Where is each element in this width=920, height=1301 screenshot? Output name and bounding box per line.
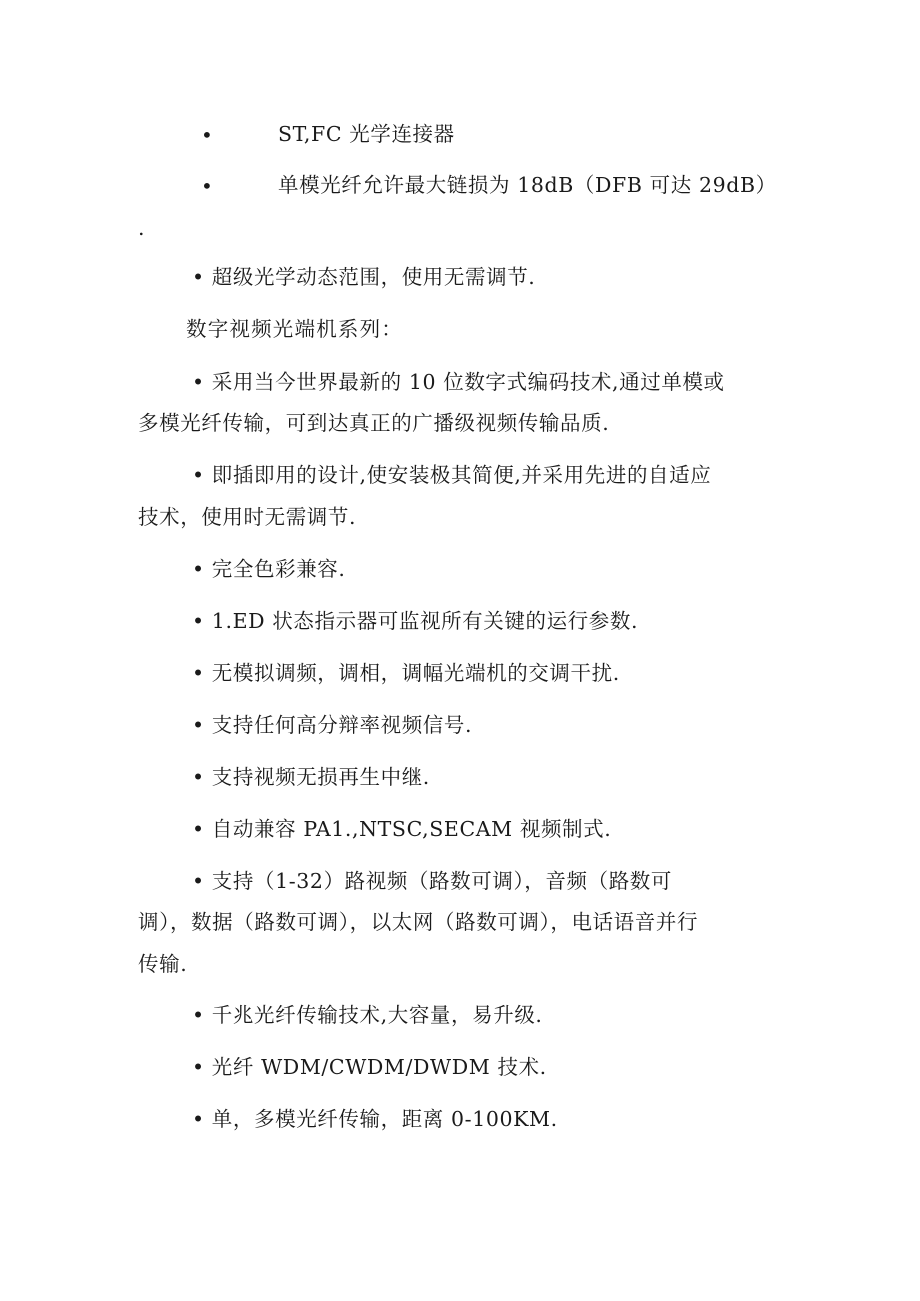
feature-item: • 支持任何高分辩率视频信号. bbox=[192, 713, 473, 737]
intro-item-dynamic-range: • 超级光学动态范围，使用无需调节. bbox=[192, 265, 536, 289]
bullet-dot: • bbox=[201, 174, 213, 198]
feature-item-continuation: 传输. bbox=[138, 952, 188, 976]
feature-item: • 单，多模光纤传输，距离 0-100KM. bbox=[192, 1107, 558, 1131]
feature-item: • 支持（1-32）路视频（路数可调），音频（路数可 bbox=[192, 869, 673, 893]
section-title: 数字视频光端机系列： bbox=[186, 317, 403, 341]
feature-item: • 自动兼容 PA1.,NTSC,SECAM 视频制式. bbox=[192, 817, 612, 841]
bullet-dot: • bbox=[201, 123, 213, 147]
feature-item: • 完全色彩兼容. bbox=[192, 557, 346, 581]
intro-item-connectors: ST,FC 光学连接器 bbox=[278, 122, 455, 146]
feature-item-continuation: 多模光纤传输，可到达真正的广播级视频传输品质. bbox=[138, 411, 610, 435]
feature-item: • 采用当今世界最新的 10 位数字式编码技术,通过单模或 bbox=[192, 370, 725, 394]
intro-item-link-loss: 单模光纤允许最大链损为 18dB（DFB 可达 29dB） bbox=[278, 173, 777, 197]
feature-item: • 千兆光纤传输技术,大容量，易升级. bbox=[192, 1003, 543, 1027]
feature-item: • 1.ED 状态指示器可监视所有关键的运行参数. bbox=[192, 609, 639, 633]
feature-item: • 支持视频无损再生中继. bbox=[192, 765, 430, 789]
feature-item-continuation: 调），数据（路数可调），以太网（路数可调），电话语音并行 bbox=[138, 910, 699, 934]
feature-item: • 无模拟调频，调相，调幅光端机的交调干扰. bbox=[192, 661, 620, 685]
feature-item-continuation: 技术，使用时无需调节. bbox=[138, 505, 357, 529]
feature-item: • 即插即用的设计,使安装极其简便,并采用先进的自适应 bbox=[192, 463, 712, 487]
intro-item-link-loss-continuation: . bbox=[138, 216, 146, 240]
feature-item: • 光纤 WDM/CWDM/DWDM 技术. bbox=[192, 1055, 547, 1079]
